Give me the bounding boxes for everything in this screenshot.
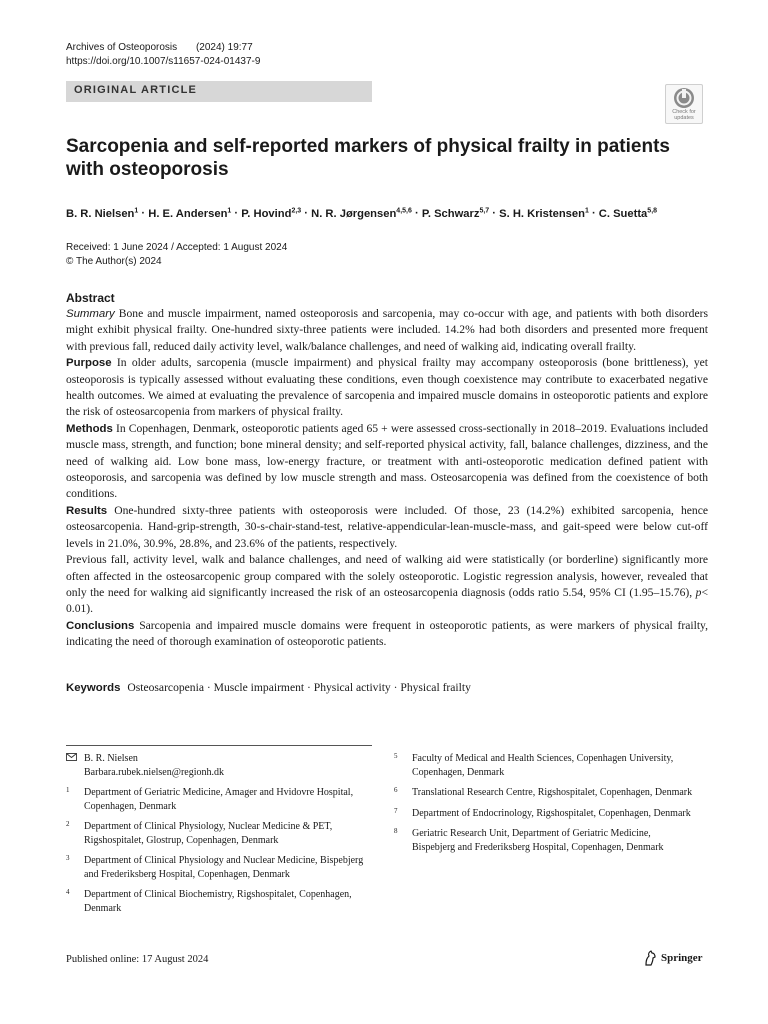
affiliation: 2 Department of Clinical Physiology, Nuclear Medicine & PET, Rigshospitalet, Glostrup, Copenhagen, Denmark — [66, 820, 333, 846]
author[interactable]: C. Suetta$^{5,8}$ — [598, 207, 658, 220]
p-value-text: < 0.01). — [66, 585, 708, 616]
author[interactable]: P. Schwarz$^{5,7}$ — [421, 207, 490, 220]
affiliation: 4 Department of Clinical Biochemistry, Rigshospitalet, Copenhagen, Denmark — [66, 888, 352, 914]
affiliation: 6 Translational Research Centre, Rigshospitalet, Copenhagen, Denmark — [394, 786, 693, 798]
abstract-results-continued — [66, 552, 708, 618]
check-updates-icon — [673, 87, 695, 109]
abstract-purpose — [66, 355, 708, 421]
summary-text: Bone and muscle impairment, named osteoporosis and sarcopenia, may co-occur with age, and patients with both disorders might exhibit physical frailty. One-hundred sixty-three patients were included. 14.2% had both disorders and presented more frequent with previous fall, reduced daily activity level, walk/balance challenges, and need of walking aid, indicating overall frailty. — [66, 307, 708, 353]
affiliation: 1 Department of Geriatric Medicine, Amager and Hvidovre Hospital, Copenhagen, Denmark — [66, 786, 354, 812]
abstract-conclusions — [66, 618, 708, 651]
journal-header — [66, 41, 260, 69]
received-accepted: Received: 1 June 2024 / Accepted: 1 August 2024 — [66, 242, 288, 253]
summary-label: Summary — [66, 308, 115, 320]
author[interactable]: H. E. Andersen$^1$ — [148, 207, 232, 220]
abstract-body — [66, 306, 708, 651]
results-label: Results — [66, 504, 108, 517]
p-value-symbol: p — [695, 585, 702, 599]
abstract-results — [66, 503, 708, 552]
check-updates-line2: updates — [674, 115, 694, 121]
check-updates-line1: Check for — [672, 109, 696, 115]
footnote-divider — [66, 745, 372, 746]
keywords-label: Keywords — [66, 682, 121, 694]
abstract-summary — [66, 306, 708, 355]
results-text: One-hundred sixty-three patients with osteoporosis were included. Of those, 23 (14.2%) exhibited sarcopenia, hence osteosarcopenia. Hand-grip-strength, 30-s-chair-stand-test, relative-appendicular-lean-muscle-mass, and gait-speed were below cut-off levels in 21.0%, 30.9%, 28.8%, and 23.6% of the patients, respectively. — [66, 503, 708, 550]
author[interactable]: N. R. Jørgensen$^{4,5,6}$ — [311, 207, 412, 220]
keywords — [66, 680, 471, 696]
doi-link[interactable]: https://doi.org/10.1007/s11657-024-01437-9 — [66, 56, 261, 67]
article-title: Sarcopenia and self-reported markers of physical frailty in patients with osteoporosis — [66, 136, 670, 180]
methods-label: Methods — [66, 422, 113, 435]
correspondence-email[interactable]: Barbara.rubek.nielsen@regionh.dk — [84, 766, 224, 778]
article-type-banner: ORIGINAL ARTICLE — [66, 81, 372, 102]
author[interactable]: S. H. Kristensen$^1$ — [499, 207, 589, 220]
journal-volume: (2024) 19:77 — [195, 42, 253, 53]
published-online: Published online: 17 August 2024 — [66, 954, 209, 965]
journal-name: Archives of Osteoporosis — [66, 42, 178, 53]
abstract-heading: Abstract — [66, 291, 115, 305]
affiliation: 5 Faculty of Medical and Health Sciences, Copenhagen University, Copenhagen, Denmark — [394, 752, 674, 778]
affiliation: 8 Geriatric Research Unit, Department of Geriatric Medicine, Bispebjerg and Frederiksberg Hospital, Copenhagen, Denmark — [394, 827, 664, 853]
springer-logo — [643, 950, 703, 966]
envelope-icon — [66, 753, 77, 761]
conclusions-label: Conclusions — [66, 619, 135, 632]
affiliation: 7 Department of Endocrinology, Rigshospitalet, Copenhagen, Denmark — [394, 806, 691, 819]
check-for-updates-badge[interactable] — [665, 84, 703, 124]
author-list: B. R. Nielsen$^1$ · H. E. Andersen$^1$ · P. Hovind$^{2,3}$ · N. R. Jørgensen$^{4,5,6}$ · P. Schwarz$^{5,7}$ · S. H. Kristensen$^1$ · C. Suetta$^{5,8}$ — [66, 207, 658, 220]
results2-text: Previous fall, activity level, walk and balance challenges, and need of walking aid were statistically (or borderline) significantly more often affected in the osteosarcopenic group compared with the solely osteoporotic. Logistic regression analysis, however, revealed that only the need for walking aid significantly increased the risk of an osteosarcopenia diagnosis (odds ratio 5.54, 95% CI (1.95–15.76), — [66, 553, 708, 599]
purpose-text: In older adults, sarcopenia (muscle impairment) and physical frailty may accompany osteoporosis (bone brittleness), yet osteoporosis is typically assessed without evaluating these conditions, even though coexistence may contribute to exacerbated negative health outcomes. We aimed at evaluating the prevalence of sarcopenia and impaired muscle domains in osteoporotic patients and explore the risk of osteosarcopenia from markers of physical frailty. — [66, 356, 708, 419]
copyright: © The Author(s) 2024 — [66, 256, 162, 267]
affiliations-left — [66, 752, 366, 922]
publisher-name: Springer — [661, 952, 703, 964]
conclusions-text: Sarcopenia and impaired muscle domains were frequent in osteoporotic patients, as were markers of physical frailty, indicating the need of thorough examination of osteoporotic patients. — [66, 618, 708, 649]
keywords-text: Osteosarcopenia · Muscle impairment · Physical activity · Physical frailty — [127, 681, 471, 694]
springer-horse-icon — [643, 950, 657, 966]
correspondence-name: B. R. Nielsen — [84, 753, 138, 764]
affiliation: 3 Department of Clinical Physiology and Nuclear Medicine, Bispebjerg and Frederiksberg Hospital, Copenhagen, Denmark — [66, 854, 364, 880]
publication-dates — [66, 241, 287, 269]
author[interactable]: P. Hovind$^{2,3}$ — [241, 207, 302, 220]
correspondence — [66, 752, 366, 779]
abstract-methods — [66, 421, 708, 503]
purpose-label: Purpose — [66, 357, 112, 370]
methods-text: In Copenhagen, Denmark, osteoporotic patients aged 65 + were assessed cross-sectionally in 2018–2019. Evaluations included muscle mass, strength, and function; bone mineral density; and self-reported physical activity, fall, balance challenges, dizziness, and the need of walking aid. Low bone mass, low-energy fracture, or treatment with anti-osteoporotic medication defined patient with osteoporosis, and sarcopenia was defined by low muscle strength and mass. Osteosarcopenia was defined from the coexistence of both conditions. — [66, 421, 708, 501]
author[interactable]: B. R. Nielsen$^1$ — [66, 207, 139, 220]
affiliations-right — [394, 752, 694, 861]
